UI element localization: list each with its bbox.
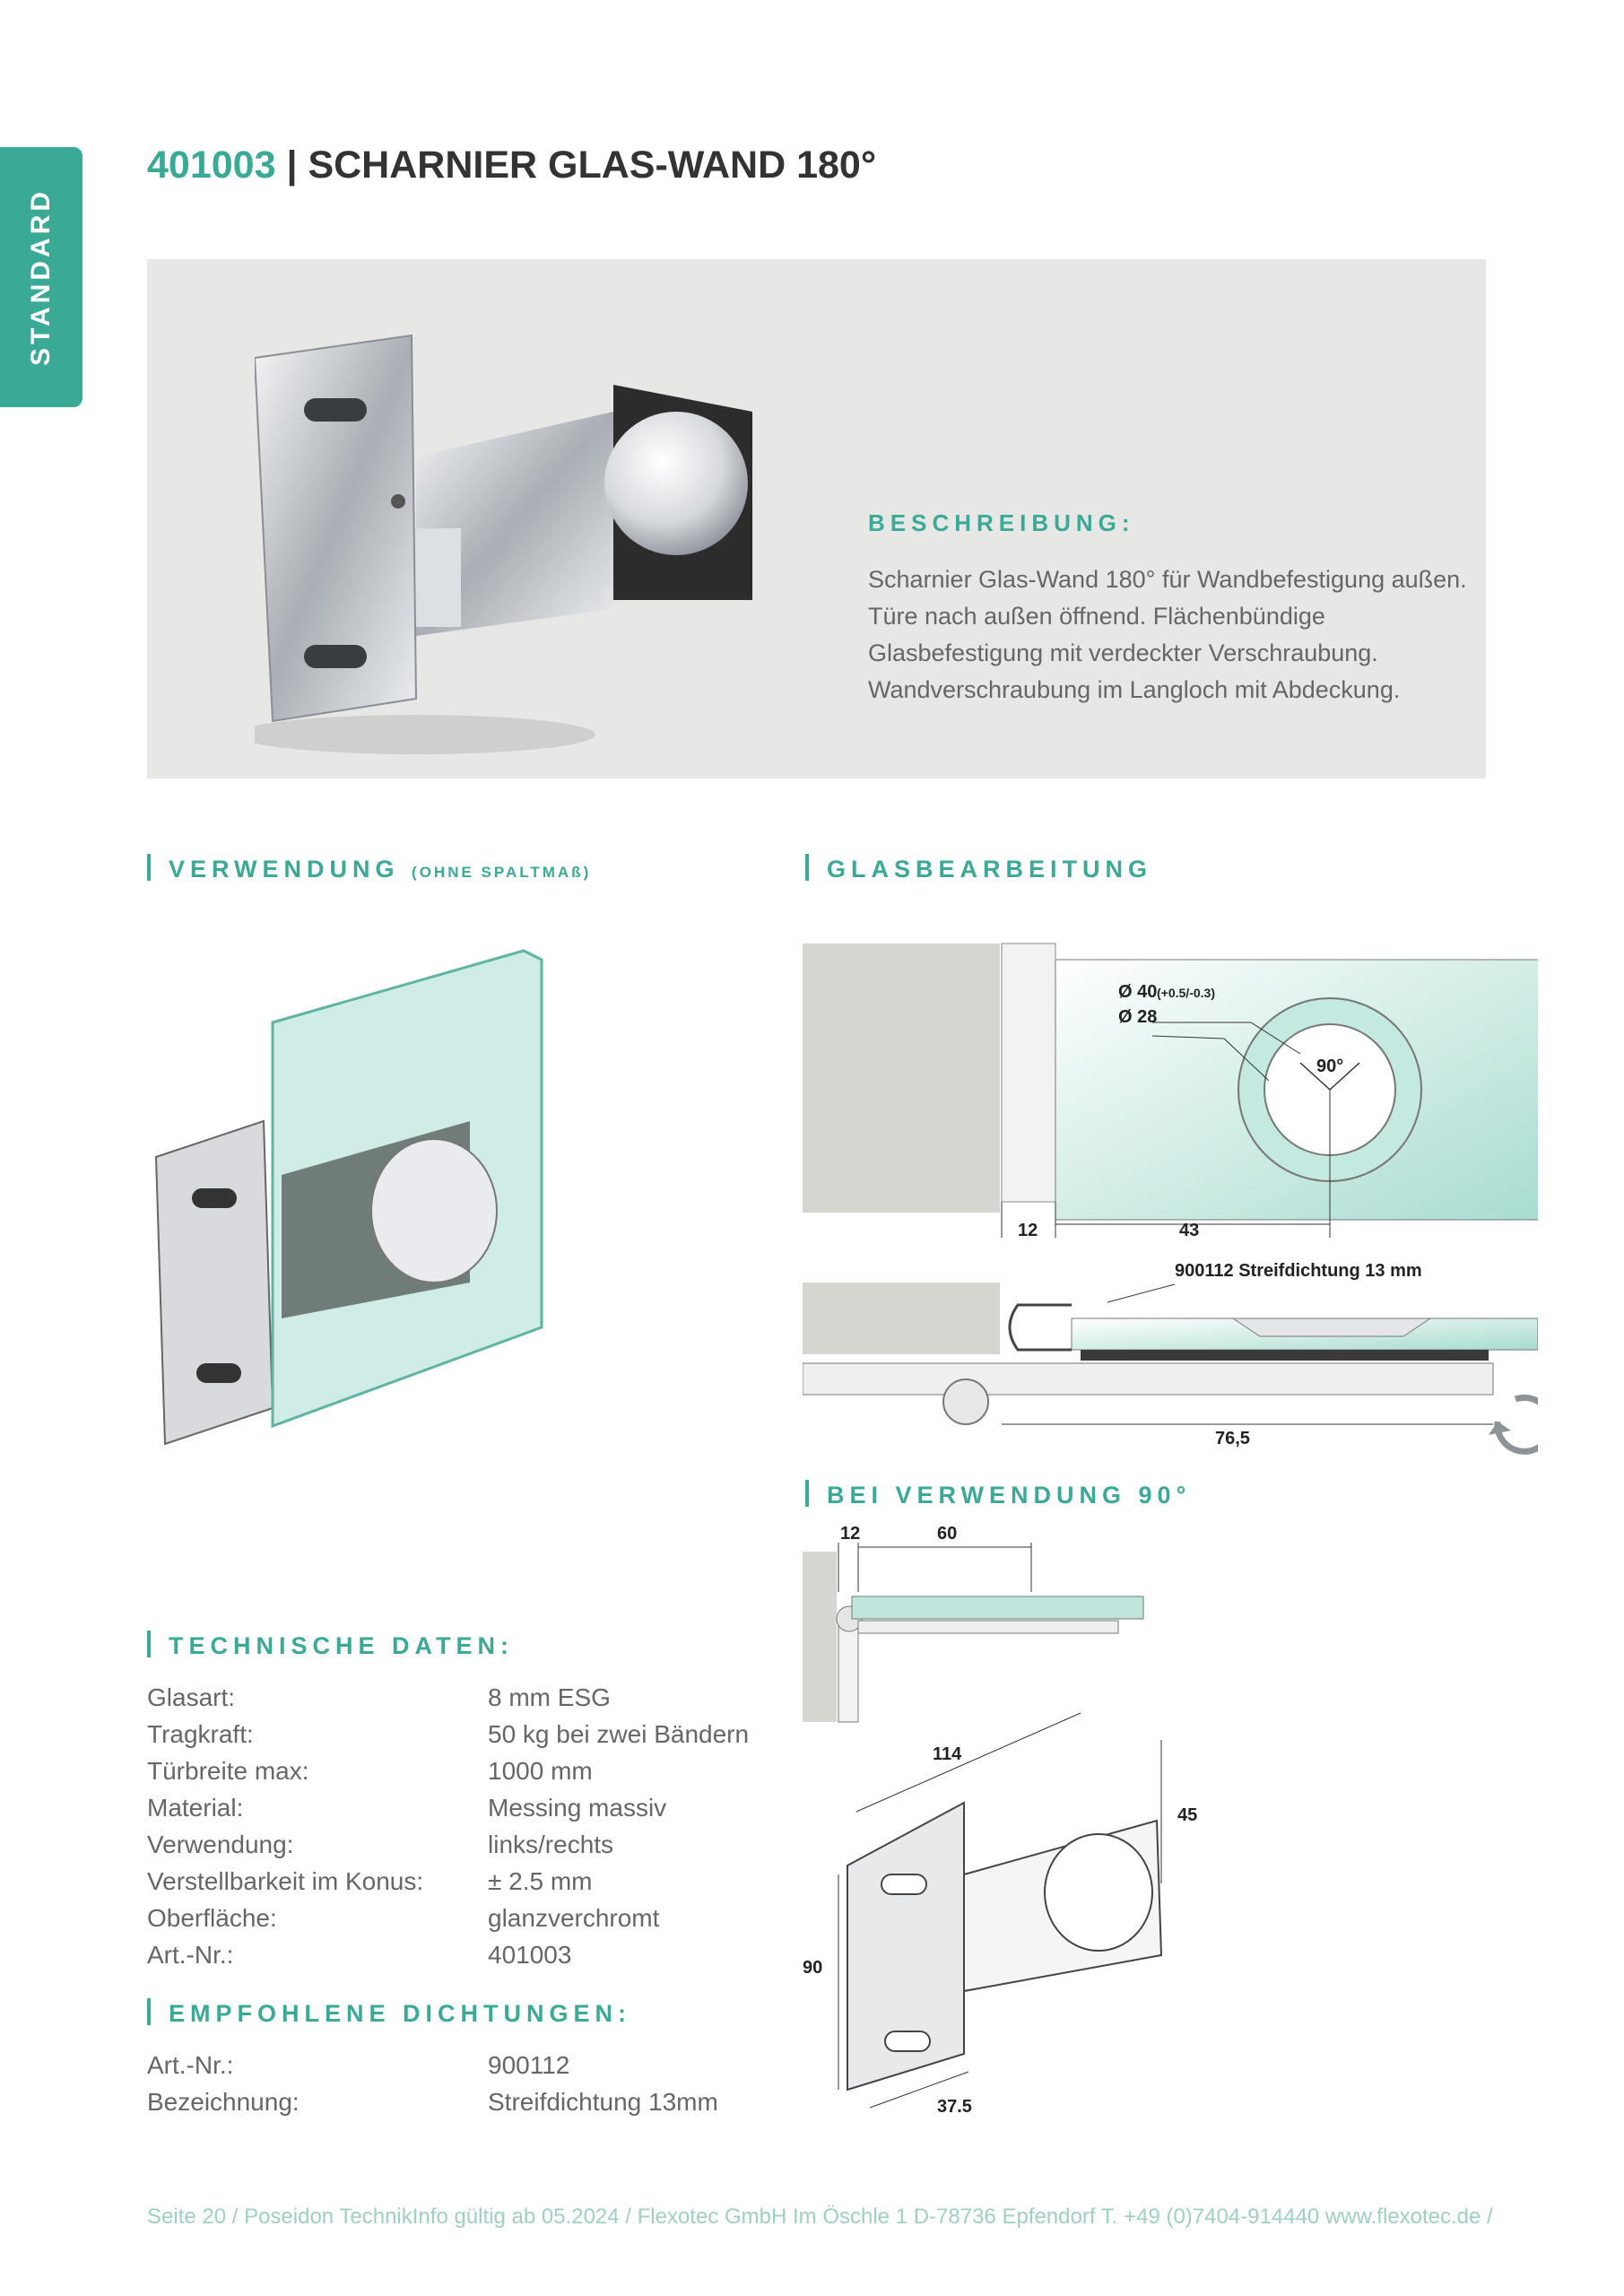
glass-processing-drawing: [803, 933, 1538, 1471]
dim-45-label: 45: [1177, 1805, 1198, 1825]
section-bei-verwendung-90-label: BEI VERWENDUNG 90°: [827, 1482, 1192, 1509]
dim-90-label: 90: [803, 1958, 823, 1978]
row-value: links/rechts: [488, 1831, 614, 1858]
dim-60-label: 60: [937, 1524, 958, 1544]
dim-12-label: 12: [840, 1524, 861, 1544]
row-value: ± 2.5 mm: [488, 1867, 593, 1895]
dia-outer-label: Ø 40: [1118, 982, 1158, 1002]
row-label: Art.-Nr.:: [147, 2051, 234, 2079]
section-glasbearbeitung-label: GLASBEARBEITUNG: [827, 856, 1153, 883]
product-code: 401003: [147, 144, 276, 187]
dim-76-5-label: 76,5: [1215, 1429, 1250, 1448]
row-label: Oberfläche:: [147, 1904, 277, 1932]
row-value: 50 kg bei zwei Bändern: [488, 1720, 750, 1748]
section-glasbearbeitung: [805, 854, 1152, 883]
side-tab-label: STANDARD: [26, 187, 56, 367]
row-value: Messing massiv: [488, 1794, 667, 1822]
product-photo: [255, 313, 882, 761]
row-value: 8 mm ESG: [488, 1683, 611, 1711]
dia-inner-label: Ø 28: [1118, 1007, 1158, 1027]
row-label: Bezeichnung:: [147, 2088, 300, 2116]
section-verwendung-note: (OHNE SPALTMAß): [412, 864, 592, 881]
angle-label: 90°: [1316, 1057, 1344, 1076]
rotate-arrow-icon: [1498, 1397, 1538, 1451]
row-label: Material:: [147, 1794, 244, 1822]
page-footer: Seite 20 / Poseidon TechnikInfo gültig ab 05.2024 / Flexotec GmbH Im Öschle 1 D-78736 Epfendorf T. +49 (0)7404-914440 www.flexotec.de /: [147, 2205, 1493, 2229]
section-bar: [805, 1480, 809, 1507]
dim-12-label: 12: [1018, 1221, 1038, 1240]
row-value: 1000 mm: [488, 1757, 593, 1785]
seal-label: 900112 Streifdichtung 13 mm: [1175, 1261, 1422, 1281]
section-verwendung: [147, 854, 591, 883]
description-heading: BESCHREIBUNG:: [868, 509, 1135, 536]
row-value: 900112: [488, 2051, 570, 2079]
dim-114-label: 114: [933, 1744, 962, 1764]
section-empfohlene-dichtungen-label: EMPFOHLENE DICHTUNGEN:: [169, 2000, 631, 2027]
row-value: glanzverchromt: [488, 1904, 660, 1932]
row-value: Streifdichtung 13mm: [488, 2088, 718, 2116]
row-label: Verstellbarkeit im Konus:: [147, 1867, 424, 1895]
section-empfohlene-dichtungen: [147, 1998, 631, 2028]
dimension-drawing: [803, 1695, 1233, 2144]
section-bar: [805, 854, 809, 881]
description-text: Scharnier Glas-Wand 180° für Wandbefestigung außen. Türe nach außen öffnend. Flächenbündige Glasbefestigung mit verdeckter Verschraubung. Wandverschraubung im Langloch mit Abdeckung.: [868, 566, 1467, 703]
row-label: Türbreite max:: [147, 1757, 309, 1785]
row-value: 401003: [488, 1941, 572, 1969]
title-separator: |: [275, 144, 308, 187]
side-tab: [0, 147, 83, 407]
section-bei-verwendung-90: [805, 1480, 1191, 1509]
section-technische-daten-label: TECHNISCHE DATEN:: [169, 1632, 514, 1659]
row-label: Art.-Nr.:: [147, 1941, 234, 1969]
section-bar: [147, 1631, 151, 1657]
dim-37-5-label: 37.5: [937, 2097, 972, 2117]
row-label: Tragkraft:: [147, 1720, 254, 1748]
section-technische-daten: [147, 1631, 514, 1660]
section-verwendung-label: VERWENDUNG: [169, 856, 400, 883]
usage-illustration: [147, 942, 578, 1453]
section-bar: [147, 854, 151, 881]
page-title: [147, 144, 876, 187]
wall-section: [803, 944, 1000, 1213]
row-label: Glasart:: [147, 1683, 236, 1711]
row-label: Verwendung:: [147, 1831, 294, 1858]
dia-outer-tolerance: (+0.5/-0.3): [1157, 986, 1215, 1000]
product-name: SCHARNIER GLAS-WAND 180°: [308, 144, 877, 187]
dim-43-label: 43: [1179, 1221, 1200, 1240]
section-bar: [147, 1998, 151, 2025]
